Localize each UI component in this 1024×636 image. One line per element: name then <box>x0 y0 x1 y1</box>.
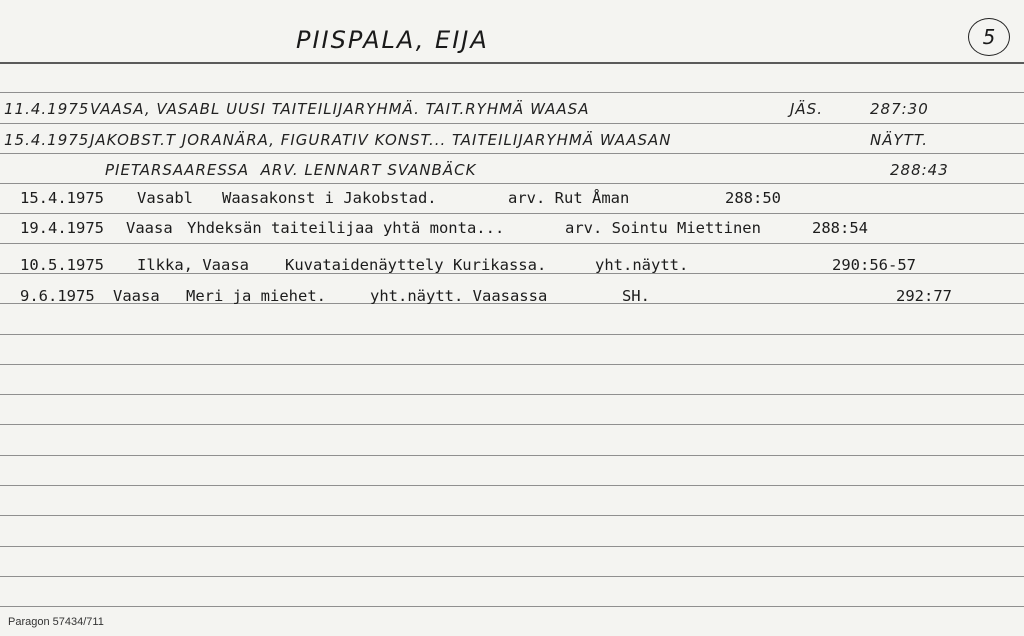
ruled-line <box>0 394 1024 395</box>
handwritten-entry <box>0 100 1024 126</box>
entry-date: 11.4.1975 <box>4 100 90 118</box>
ruled-line <box>0 515 1024 516</box>
entry-text: Waasakonst i Jakobstad. <box>222 189 437 207</box>
entry-source: Vasabl <box>137 189 193 207</box>
entry-date: 19.4.1975 <box>20 219 104 237</box>
card-footer: Paragon 57434/711 <box>8 616 104 628</box>
entry-note: arv. Rut Åman <box>508 189 630 207</box>
entry-source: Vaasa <box>113 287 160 305</box>
entry-text: JAKOBST.T JORANÄRA, FIGURATIV KONST... TAITEILIJARYHMÄ WAASAN <box>90 131 672 149</box>
entry-text: PIETARSAARESSA ARV. LENNART SVANBÄCK <box>105 161 477 179</box>
ruled-line <box>0 364 1024 365</box>
entry-date: 15.4.1975 <box>4 131 90 149</box>
entry-ref: 288:43 <box>890 161 949 179</box>
entry-date: 10.5.1975 <box>20 256 104 274</box>
handwritten-entry <box>0 161 1024 187</box>
typed-entry <box>0 287 1024 309</box>
entry-source: Vaasa <box>126 219 173 237</box>
entry-note: yht.näytt. Vaasassa SH. <box>370 287 650 305</box>
ruled-line <box>0 334 1024 335</box>
handwritten-entry <box>0 131 1024 157</box>
ruled-line <box>0 92 1024 93</box>
entry-ref: 288:54 <box>812 219 868 237</box>
entry-ref: 290:56-57 <box>832 256 916 274</box>
entry-note: arv. Sointu Miettinen <box>565 219 761 237</box>
typed-entry <box>0 189 1024 211</box>
entry-note: JÄS. <box>790 100 823 118</box>
entry-date: 9.6.1975 <box>20 287 95 305</box>
header-rule <box>0 62 1024 64</box>
entry-text: Yhdeksän taiteilijaa yhtä monta... <box>187 219 505 237</box>
card-number: 5 <box>968 18 1010 56</box>
ruled-line <box>0 424 1024 425</box>
ruled-line <box>0 546 1024 547</box>
typed-entry <box>0 219 1024 241</box>
entry-text: Meri ja miehet. <box>186 287 326 305</box>
entry-source: Ilkka, Vaasa <box>137 256 249 274</box>
ruled-line <box>0 485 1024 486</box>
ruled-line <box>0 606 1024 607</box>
entry-ref: 292:77 <box>896 287 952 305</box>
entry-ref: 287:30 <box>870 100 929 118</box>
ruled-line <box>0 213 1024 214</box>
entry-date: 15.4.1975 <box>20 189 104 207</box>
entry-text: Kuvataidenäyttely Kurikassa. <box>285 256 547 274</box>
entry-text: VAASA, VASABL UUSI TAITEILIJARYHMÄ. TAIT.RYHMÄ WAASA <box>90 100 590 118</box>
typed-entry <box>0 256 1024 278</box>
ruled-line <box>0 243 1024 244</box>
ruled-line <box>0 455 1024 456</box>
entry-ref: 288:50 <box>725 189 781 207</box>
card-title: PIISPALA, EIJA <box>296 26 489 54</box>
entry-note: yht.näytt. <box>595 256 689 274</box>
ruled-line <box>0 576 1024 577</box>
entry-note: NÄYTT. <box>870 131 928 149</box>
